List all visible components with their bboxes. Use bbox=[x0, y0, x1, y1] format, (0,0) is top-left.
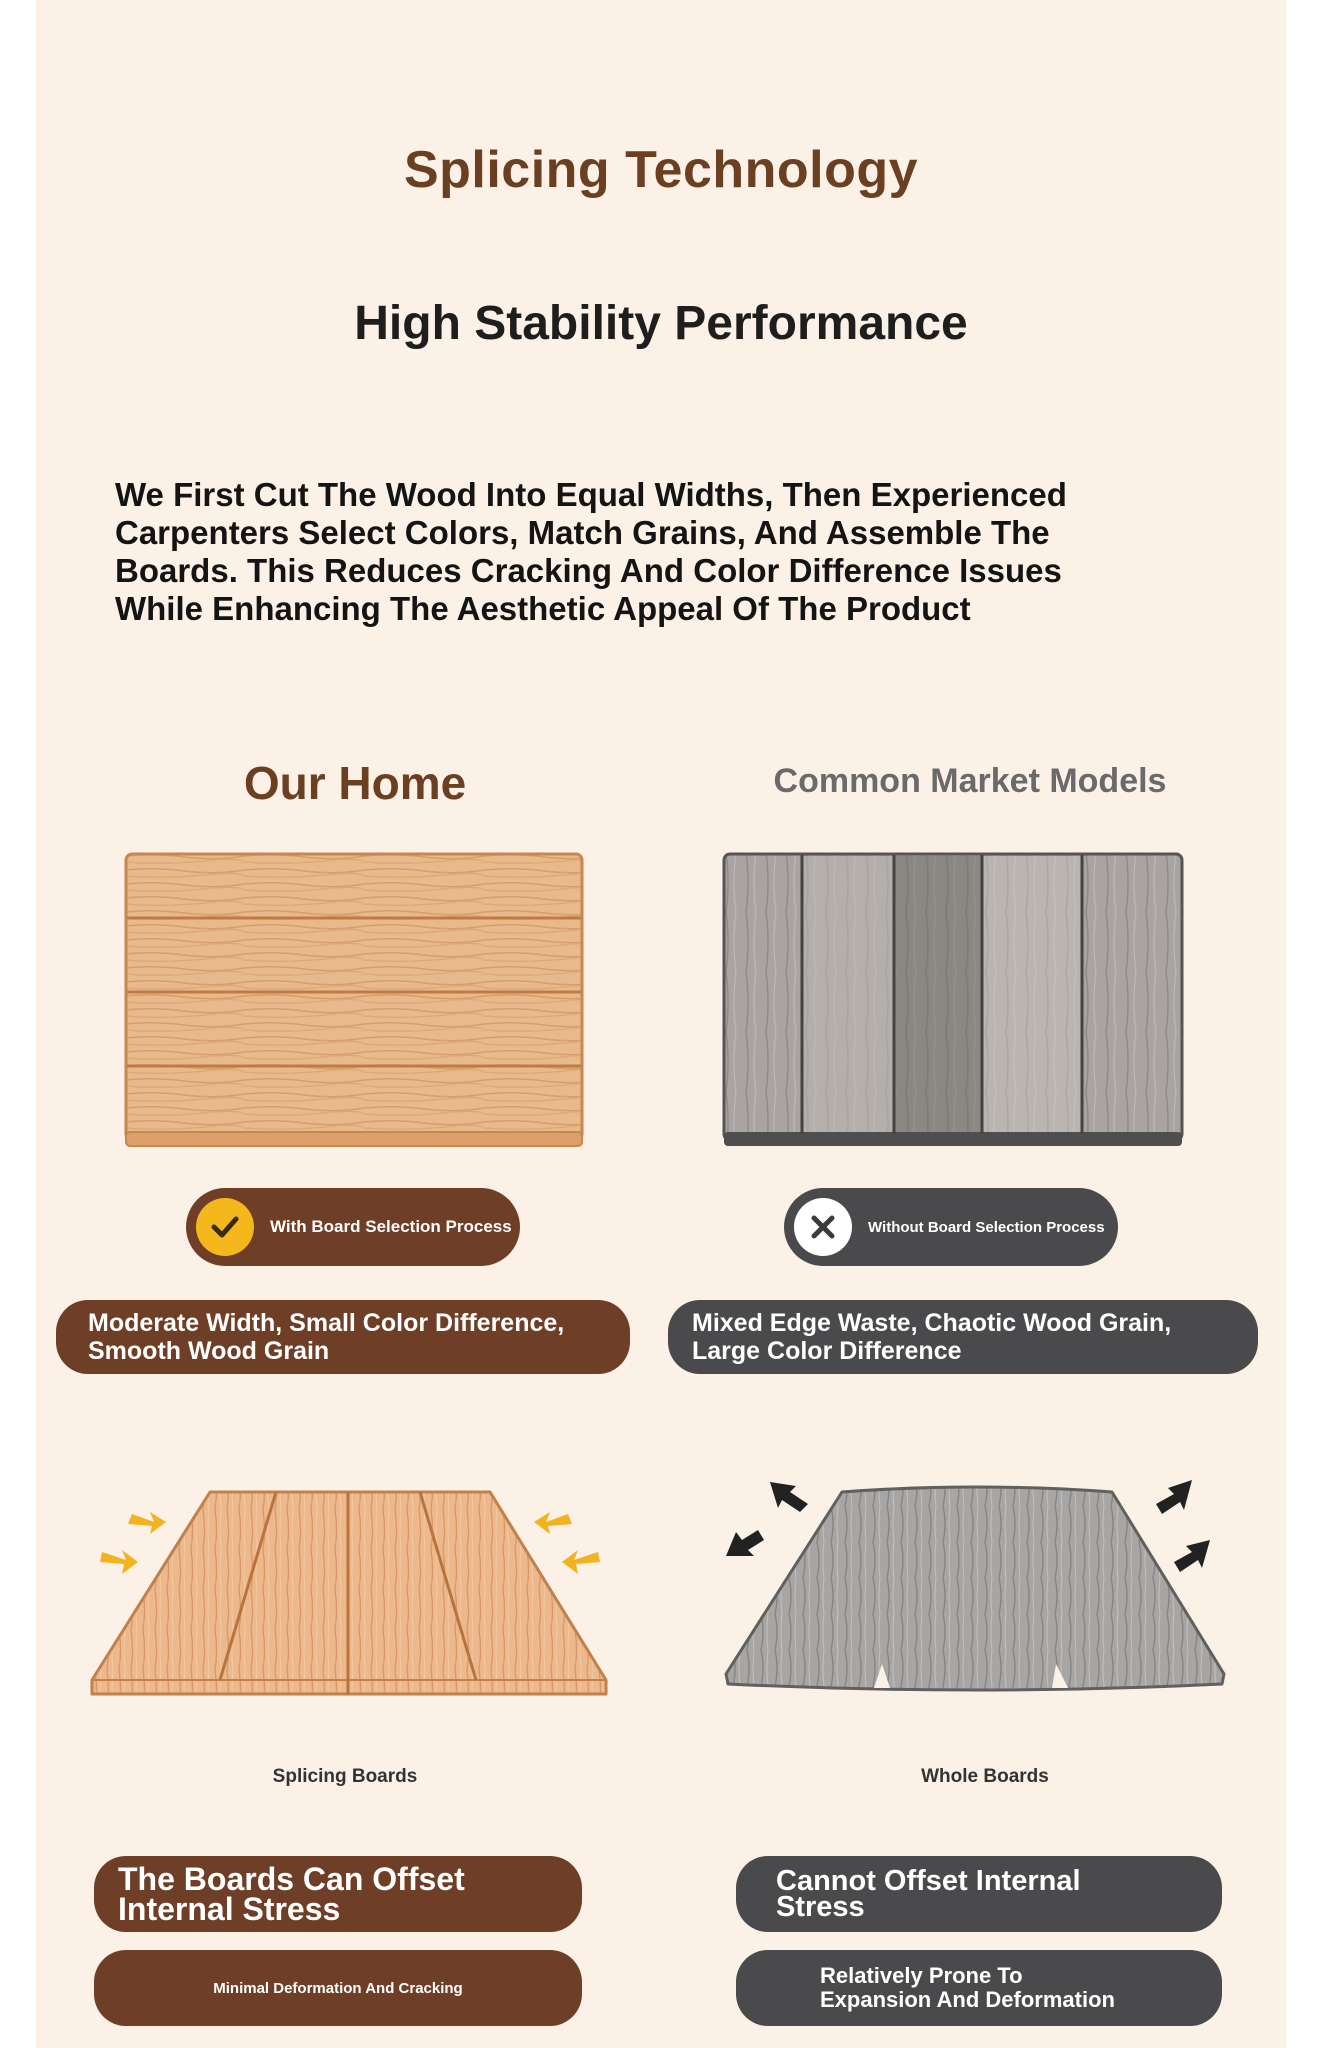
description-text: We First Cut The Wood Into Equal Widths, Then Experienced Carpenters Select Colors, Match Grains, And Assemble The Boards. This Reduces Cracking And Color Difference Issues While Enhancing The Aesthetic Appeal Of The Product bbox=[115, 476, 1067, 627]
market-stress-pill bbox=[736, 1856, 1222, 1932]
our-home-heading: Our Home bbox=[243, 757, 467, 809]
market-feature-pill bbox=[668, 1300, 1258, 1374]
with-selection-badge bbox=[186, 1188, 520, 1266]
our-feature-pill bbox=[56, 1300, 630, 1374]
market-result-pill bbox=[736, 1950, 1222, 2026]
without-selection-label: Without Board Selection Process bbox=[868, 1218, 1105, 1236]
page-title: Splicing Technology bbox=[403, 141, 919, 199]
spliced-board-illustration bbox=[124, 852, 586, 1150]
without-selection-badge bbox=[784, 1188, 1118, 1266]
our-result-text: Minimal Deformation And Cracking bbox=[213, 1979, 463, 1997]
whole-board-perspective bbox=[716, 1470, 1236, 1710]
page-subtitle: High Stability Performance bbox=[354, 297, 968, 350]
whole-boards-caption: Whole Boards bbox=[921, 1766, 1049, 1787]
our-feature-text: Moderate Width, Small Color Difference, Smooth Wood Grain bbox=[88, 1309, 565, 1365]
check-icon bbox=[196, 1198, 254, 1256]
cross-icon bbox=[794, 1198, 852, 1256]
with-selection-label: With Board Selection Process bbox=[270, 1217, 512, 1236]
market-stress-text: Cannot Offset Internal Stress bbox=[776, 1865, 1081, 1923]
splicing-board-perspective bbox=[80, 1470, 620, 1710]
our-stress-text: The Boards Can Offset Internal Stress bbox=[118, 1861, 465, 1927]
market-result-text: Relatively Prone To Expansion And Deformation bbox=[820, 1963, 1115, 2012]
market-models-heading: Common Market Models bbox=[773, 762, 1167, 800]
our-result-pill bbox=[94, 1950, 582, 2026]
whole-board-illustration bbox=[722, 852, 1186, 1150]
market-feature-text: Mixed Edge Waste, Chaotic Wood Grain, Large Color Difference bbox=[692, 1309, 1172, 1365]
splicing-boards-caption: Splicing Boards bbox=[272, 1766, 418, 1787]
our-stress-pill bbox=[94, 1856, 582, 1932]
